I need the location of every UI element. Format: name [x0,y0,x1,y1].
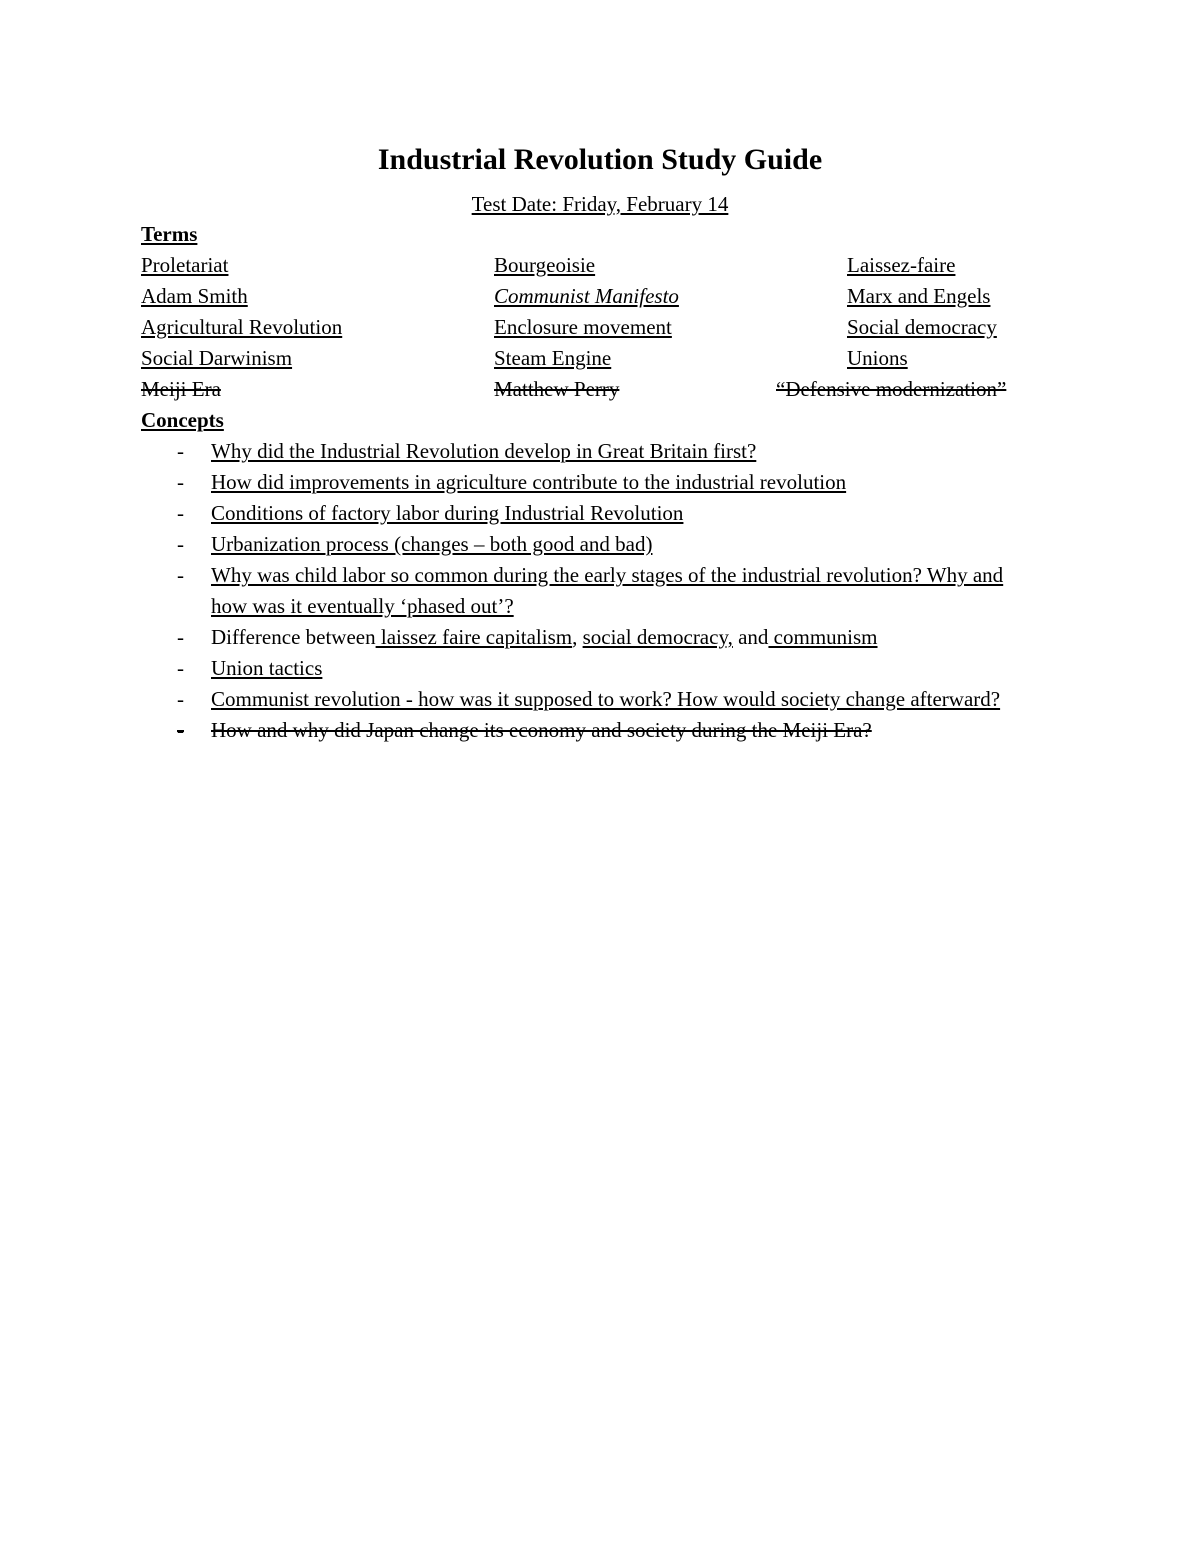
term-proletariat: Proletariat [141,253,229,277]
concept-text: How did improvements in agriculture contribute to the industrial revolution [211,470,847,494]
concept-item [141,560,1041,622]
concept-lead-text: Difference between [211,625,376,649]
term-communist-manifesto: Communist Manifesto [494,284,679,308]
bullet-dash: - [177,687,184,711]
concept-item [141,529,1041,560]
terms-row [141,250,1041,281]
term-steam-engine: Steam Engine [494,346,612,370]
term-defensive-modernization: “Defensive modernization” [776,377,1007,401]
term-social-democracy: Social democracy [847,315,997,339]
bullet-dash: - [177,470,184,494]
concepts-heading: Concepts [141,408,224,432]
concept-text: Why did the Industrial Revolution develop in Great Britain first? [211,439,757,463]
bullet-dash: - [177,501,184,525]
concept-term-laissez-faire-capitalism: laissez faire capitalism [375,625,573,649]
term-social-darwinism: Social Darwinism [141,346,293,370]
terms-row [141,343,1041,374]
term-enclosure-movement: Enclosure movement [494,315,672,339]
term-meiji-era: Meiji Era [141,377,221,401]
bullet-dash: - [177,718,184,742]
concept-item [141,436,1041,467]
concept-item [141,684,1041,715]
concept-item [141,653,1041,684]
concept-text: How and why did Japan change its economy and society during the Meiji Era? [211,718,872,742]
term-bourgeoisie: Bourgeoisie [494,253,596,277]
term-matthew-perry: Matthew Perry [494,377,620,401]
bullet-dash: - [177,532,184,556]
concept-text: Union tactics [211,656,323,680]
concept-item-difference [141,622,1041,653]
concept-text: Conditions of factory labor during Industrial Revolution [211,501,684,525]
bullet-dash: - [177,439,184,463]
term-marx-and-engels: Marx and Engels [847,284,991,308]
term-laissez-faire: Laissez-faire [847,253,956,277]
concept-text: Why was child labor so common during the early stages of the industrial revolution? Why and how was it eventually ‘phased out’? [211,563,1004,618]
bullet-dash: - [177,656,184,680]
terms-row [141,374,1041,405]
concept-term-social-democracy: social democracy, [582,625,733,649]
test-date: Test Date: Friday, February 14 [471,192,729,216]
concept-separator: , [572,625,583,649]
terms-row [141,281,1041,312]
concept-item [141,467,1041,498]
term-unions: Unions [847,346,908,370]
bullet-dash: - [177,625,184,649]
terms-grid [141,250,1041,405]
concept-separator: and [732,625,769,649]
term-agricultural-revolution: Agricultural Revolution [141,315,343,339]
concepts-list [141,436,1041,746]
bullet-dash: - [177,563,184,587]
concept-text: Communist revolution - how was it supposed to work? How would society change afterward? [211,687,1001,711]
term-adam-smith: Adam Smith [141,284,248,308]
concept-item-struck [141,715,1041,746]
page-title: Industrial Revolution Study Guide [377,143,823,176]
concept-text: Urbanization process (changes – both good and bad) [211,532,653,556]
concept-item [141,498,1041,529]
terms-heading: Terms [141,222,198,246]
concept-term-communism: communism [768,625,878,649]
terms-row [141,312,1041,343]
